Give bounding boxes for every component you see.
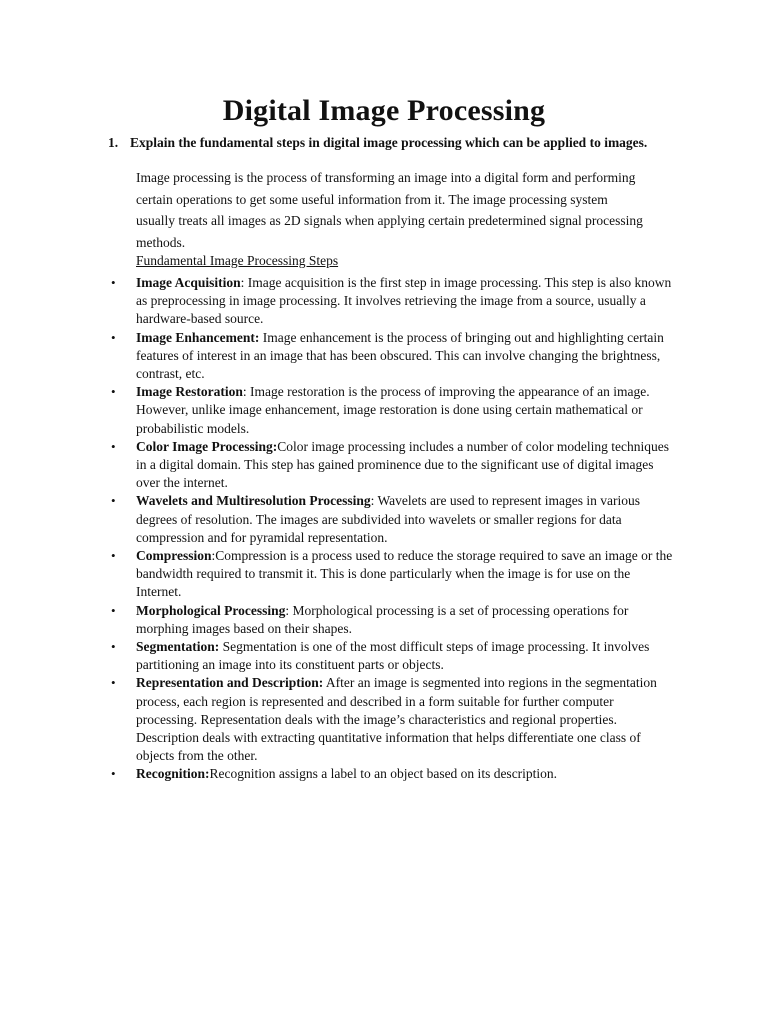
list-item xyxy=(108,329,678,384)
list-item xyxy=(108,765,678,783)
list-item xyxy=(108,602,678,638)
step-term: Segmentation: xyxy=(136,639,220,655)
bullet-icon: • xyxy=(111,602,116,618)
list-item xyxy=(108,438,678,493)
list-item xyxy=(108,383,678,438)
list-item xyxy=(108,674,678,765)
question-text: Explain the fundamental steps in digital image processing which can be applied to images. xyxy=(130,135,648,150)
step-term: Compression xyxy=(136,548,212,564)
bullet-icon: • xyxy=(111,766,116,782)
step-description: : Image acquisition is the first step in image processing. This step is also known as preprocessing in image processing. It involves retrieving the image from a source, usually a hardware-based source. xyxy=(136,275,672,327)
bullet-icon: • xyxy=(111,493,116,509)
step-term: Recognition: xyxy=(136,766,210,782)
bullet-icon: • xyxy=(111,329,116,345)
intro-paragraph: Image processing is the process of transforming an image into a digital form and performing certain operations to get some useful information from it. The image processing system usually treats all images as 2D signals when applying certain predetermined signal processing methods. xyxy=(136,170,643,250)
step-term: Color Image Processing: xyxy=(136,438,278,454)
bullet-icon: • xyxy=(111,384,116,400)
bullet-icon: • xyxy=(111,548,116,564)
step-term: Morphological Processing xyxy=(136,602,286,618)
list-item xyxy=(108,274,678,329)
question-heading xyxy=(108,134,668,152)
question-number: 1. xyxy=(108,135,119,150)
list-item xyxy=(108,638,678,674)
step-term: Wavelets and Multiresolution Processing xyxy=(136,493,371,509)
bullet-icon: • xyxy=(111,438,116,454)
bullet-icon: • xyxy=(111,275,116,290)
bullet-icon: • xyxy=(111,639,116,655)
steps-subheading: Fundamental Image Processing Steps xyxy=(136,253,339,268)
step-term: Image Restoration xyxy=(136,384,243,400)
step-term: Image Enhancement: xyxy=(136,329,260,345)
step-description: After an image is segmented into regions in the segmentation process, each region is represented and described in a form suitable for further computer processing. Representation deals with the image’s characteristics and regional properties. Description deals with extracting quantitative information that helps differentiate one class of objects from the other. xyxy=(136,675,657,764)
page-title: Digital Image Processing xyxy=(222,94,546,127)
list-item xyxy=(108,492,678,547)
step-description: :Compression is a process used to reduce the storage required to save an image or the bandwidth required to transmit it. This is done particularly when the image is for use on the Internet. xyxy=(136,548,673,600)
step-description: : Wavelets are used to represent images in various degrees of resolution. The images are subdivided into wavelets or smaller regions for data compression and for pyramidal representation. xyxy=(136,493,640,545)
list-item xyxy=(108,547,678,602)
step-description: Segmentation is one of the most difficult steps of image processing. It involves partitioning an image into its constituent parts or objects. xyxy=(136,639,650,673)
step-term: Representation and Description: xyxy=(136,675,324,691)
step-description: Color image processing includes a number of color modeling techniques in a digital domain. This step has gained prominence due to the significant use of digital images over the internet. xyxy=(136,438,670,491)
step-description: : Morphological processing is a set of processing operations for morphing images based on their shapes. xyxy=(136,602,629,636)
bullet-icon: • xyxy=(111,675,116,691)
step-description: Image enhancement is the process of bringing out and highlighting certain features of interest in an image that has been obscured. This can involve changing the brightness, contrast, etc. xyxy=(136,329,664,382)
steps-list xyxy=(108,274,678,784)
step-description: : Image restoration is the process of improving the appearance of an image. However, unlike image enhancement, image restoration is done using certain mathematical or probabilistic models. xyxy=(136,384,650,436)
step-term: Image Acquisition xyxy=(136,275,241,290)
step-description: Recognition assigns a label to an object based on its description. xyxy=(209,766,558,782)
